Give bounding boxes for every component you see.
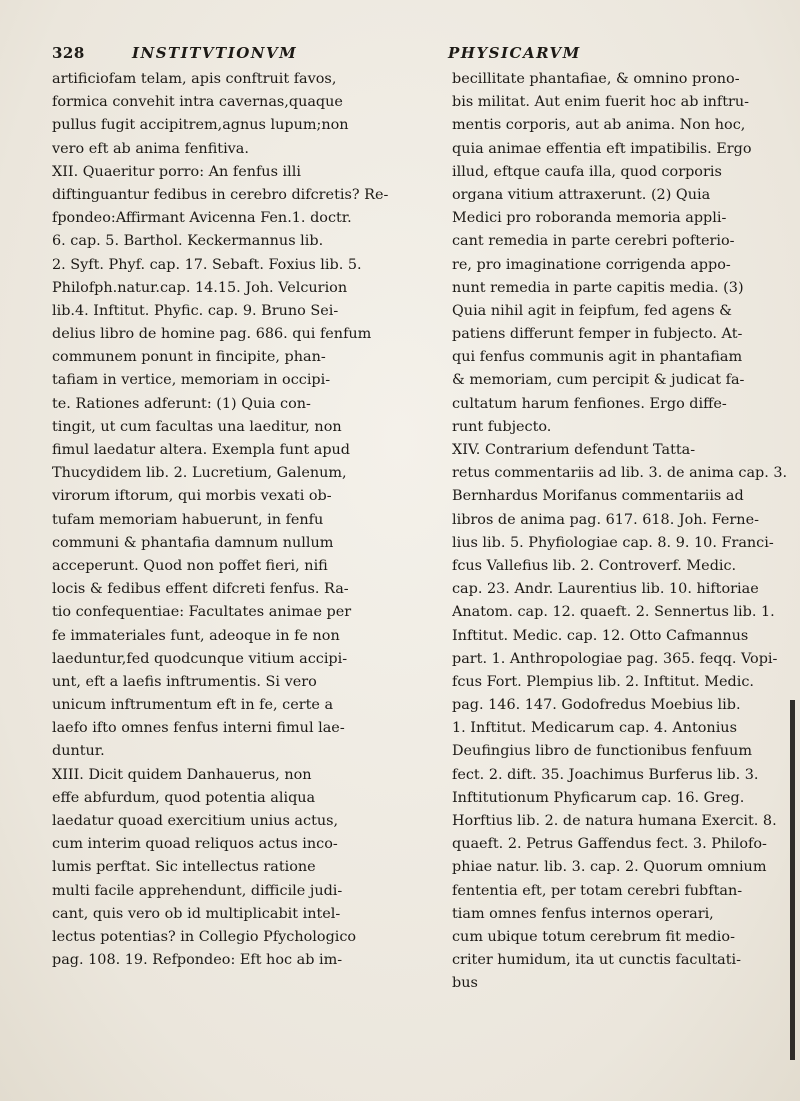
page-edge-shadow [790,700,795,1060]
text-line: communi & phantafia damnum nullum [52,534,334,551]
text-line: cant, quis vero ob id multiplicabit intel- [52,905,341,922]
text-line: tiam omnes fenfus internos operari, [452,905,714,922]
text-line: effe abfurdum, quod potentia aliqua [52,789,316,806]
text-line: communem ponunt in fincipite, phan- [52,349,326,366]
text-line: acceperunt. Quod non poffet fieri, nifi [52,557,328,574]
header-right-title: PHYSICARVM [448,44,581,62]
text-line: re, pro imaginatione corrigenda appo- [452,256,731,273]
text-line: Bernhardus Morifanus commentariis ad [452,488,744,505]
text-line: lius lib. 5. Phyfiologiae cap. 8. 9. 10. Franci- [452,534,774,551]
text-line: mentis corporis, aut ab anima. Non hoc, [452,117,746,134]
text-line: cum interim quoad reliquos actus inco- [52,836,338,853]
text-line: vero eft ab anima fenfitiva. [52,140,249,157]
text-line: tio confequentiae: Facultates animae per [52,604,352,621]
text-line: virorum iftorum, qui morbis vexati ob- [52,488,332,505]
text-line: laedatur quoad exercitium unius actus, [52,813,339,829]
text-line: fe immateriales funt, adeoque in fe non [52,627,340,644]
text-line: XIII. Dicit quidem Danhauerus, non [52,766,312,783]
text-line: bus [452,975,478,992]
running-header [52,44,784,68]
text-line: lectus potentias? in Collegio Pfychologico [52,928,357,945]
text-line: unt, eft a laefis inftrumentis. Si vero [52,673,317,690]
text-line: artificiofam telam, apis conftruit favos, [52,71,337,87]
text-line: tingit, ut cum facultas una laeditur, non [52,418,342,435]
text-line: part. 1. Anthropologiae pag. 365. feqq. Vopi- [452,650,778,667]
text-line: tufam memoriam habuerunt, in fenfu [52,511,324,528]
text-line: organa vitium attraxerunt. (2) Quia [452,186,711,203]
text-line: cant remedia in parte cerebri pofterio- [452,233,735,250]
text-line: XIV. Contrarium defendunt Tatta- [452,442,696,458]
text-line: bis militat. Aut enim fuerit hoc ab inftru- [452,94,750,111]
text-line: Inftitut. Medic. cap. 12. Otto Cafmannus [452,627,749,644]
text-line: Thucydidem lib. 2. Lucretium, Galenum, [52,465,347,482]
text-line: fcus Fort. Plempius lib. 2. Inftitut. Medic. [452,673,754,690]
text-line: diftinguantur fedibus in cerebro difcretis? Re- [52,186,389,203]
text-line: lumis perftat. Sic intellectus ratione [52,859,316,876]
text-line: pag. 108. 19. Refpondeo: Eft hoc ab im- [52,952,343,969]
text-line: nunt remedia in parte capitis media. (3) [452,279,744,296]
text-line: Horftius lib. 2. de natura humana Exercit. 8. [452,813,777,829]
left-text-column [52,68,440,972]
text-line: quaeft. 2. Petrus Gaffendus fect. 3. Philofo- [452,836,767,853]
text-line: laeduntur,fed quodcunque vitium accipi- [52,650,348,667]
text-line: Medici pro roboranda memoria appli- [452,210,727,227]
text-line: tafiam in vertice, memoriam in occipi- [52,372,331,389]
text-line: cap. 23. Andr. Laurentius lib. 10. hiftoriae [452,581,759,598]
text-line: formica convehit intra cavernas,quaque [52,94,343,111]
text-line: criter humidum, ita ut cunctis facultati- [452,952,741,969]
text-line: lib.4. Inftitut. Phyfic. cap. 9. Bruno Sei- [52,302,339,319]
text-line: Philofph.natur.cap. 14.15. Joh. Velcurion [52,279,348,296]
text-line: retus commentariis ad lib. 3. de anima cap. 3. [452,465,788,482]
text-line: fect. 2. dift. 35. Joachimus Burferus lib. 3. [452,766,759,783]
text-line: multi facile apprehendunt, difficile judi- [52,882,343,899]
text-line: qui fenfus communis agit in phantafiam [452,349,743,366]
text-line: cultatum harum fenfiones. Ergo diffe- [452,395,727,412]
text-line: fcus Vallefius lib. 2. Controverf. Medic. [452,557,737,574]
text-line: 6. cap. 5. Barthol. Keckermannus lib. [52,233,324,250]
text-line: Inftitutionum Phyficarum cap. 16. Greg. [452,789,745,806]
text-line: laefo ifto omnes fenfus interni fimul lae- [52,720,345,737]
header-left-title: INSTITVTIONVM [132,44,298,62]
text-line: delius libro de homine pag. 686. qui fenfum [52,326,372,343]
text-line: pag. 146. 147. Godofredus Moebius lib. [452,697,741,714]
text-line: 2. Syft. Phyf. cap. 17. Sebaft. Foxius lib. 5. [52,256,362,273]
text-line: locis & fedibus effent difcreti fenfus. Ra- [52,581,349,598]
text-line: quia animae effentia eft impatibilis. Ergo [452,140,752,157]
text-line: & memoriam, cum percipit & judicat fa- [452,372,745,389]
text-line: te. Rationes adferunt: (1) Quia con- [52,395,311,412]
text-line: becillitate phantafiae, & omnino prono- [452,71,740,87]
text-line: 1. Inftitut. Medicarum cap. 4. Antonius [452,720,737,737]
text-line: phiae natur. lib. 3. cap. 2. Quorum omnium [452,859,767,876]
text-line: Anatom. cap. 12. quaeft. 2. Sennertus lib. 1. [452,604,775,621]
text-line: Deufingius libro de functionibus fenfuum [452,743,752,760]
text-line: pullus fugit accipitrem,agnus lupum;non [52,117,349,134]
text-line: fimul laedatur altera. Exempla funt apud [52,442,351,458]
text-line: patiens differunt femper in fubjecto. At- [452,326,743,343]
text-line: runt fubjecto. [452,418,552,435]
page-number: 328 [52,44,85,62]
text-line: unicum inftrumentum eft in fe, certe a [52,697,334,714]
text-line: fpondeo:Affirmant Avicenna Fen.1. doctr. [52,210,352,227]
right-text-column [452,68,790,996]
text-line: libros de anima pag. 617. 618. Joh. Ferne- [452,511,759,528]
text-line: cum ubique totum cerebrum fit medio- [452,928,735,945]
text-line: XII. Quaeritur porro: An fenfus illi [52,163,301,180]
text-line: illud, eftque caufa illa, quod corporis [452,163,722,180]
text-line: Quia nihil agit in feipfum, fed agens & [452,302,732,319]
text-line: duntur. [52,743,105,760]
text-line: fententia eft, per totam cerebri fubftan- [452,882,743,899]
